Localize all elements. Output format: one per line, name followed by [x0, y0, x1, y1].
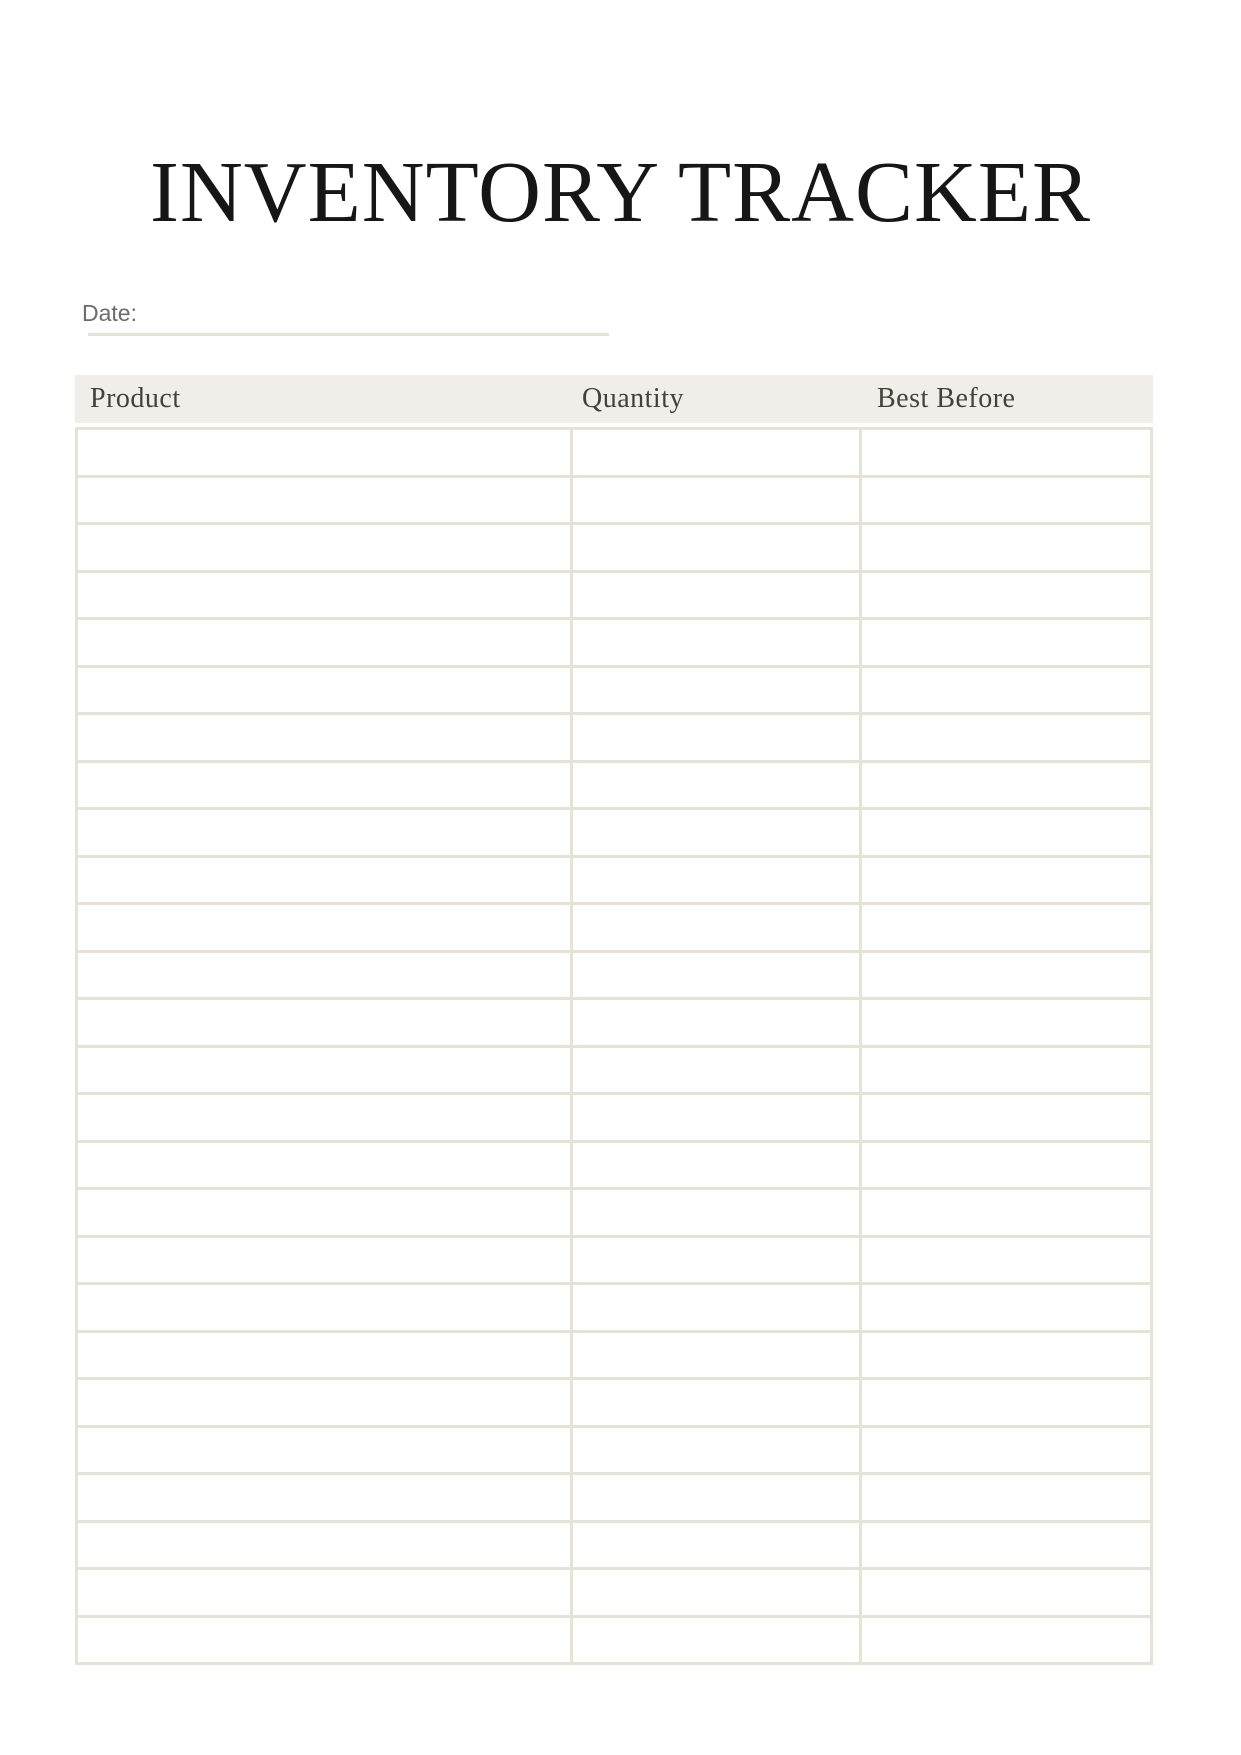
table-cell-quantity[interactable] — [573, 1380, 859, 1425]
table-cell-product[interactable] — [78, 1143, 570, 1188]
table-cell-quantity[interactable] — [573, 1048, 859, 1093]
table-cell-quantity[interactable] — [573, 858, 859, 903]
table-cell-best_before[interactable] — [862, 1333, 1150, 1378]
table-cell-product[interactable] — [78, 763, 570, 808]
table-cell-best_before[interactable] — [862, 573, 1150, 618]
table-cell-best_before[interactable] — [862, 858, 1150, 903]
table-cell-product[interactable] — [78, 478, 570, 523]
table-cell-product[interactable] — [78, 1048, 570, 1093]
column-header-quantity: Quantity — [582, 383, 684, 414]
table-cell-product[interactable] — [78, 715, 570, 760]
table-cell-product[interactable] — [78, 1570, 570, 1615]
table-cell-best_before[interactable] — [862, 1428, 1150, 1473]
table-cell-quantity[interactable] — [573, 1333, 859, 1378]
table-cell-quantity[interactable] — [573, 1143, 859, 1188]
table-cell-best_before[interactable] — [862, 1285, 1150, 1330]
table-cell-quantity[interactable] — [573, 1618, 859, 1663]
table-cell-product[interactable] — [78, 1095, 570, 1140]
table-cell-best_before[interactable] — [862, 430, 1150, 475]
table-cell-best_before[interactable] — [862, 525, 1150, 570]
column-header-best-before: Best Before — [877, 383, 1016, 414]
table-cell-best_before[interactable] — [862, 1523, 1150, 1568]
table-cell-quantity[interactable] — [573, 1238, 859, 1283]
table-body — [75, 427, 1153, 1665]
table-cell-quantity[interactable] — [573, 573, 859, 618]
table-cell-quantity[interactable] — [573, 1428, 859, 1473]
table-header-row — [75, 375, 1153, 423]
table-cell-quantity[interactable] — [573, 430, 859, 475]
table-cell-product[interactable] — [78, 1000, 570, 1045]
table-cell-product[interactable] — [78, 1428, 570, 1473]
date-input-line[interactable] — [88, 333, 609, 336]
table-cell-quantity[interactable] — [573, 905, 859, 950]
table-cell-product[interactable] — [78, 668, 570, 713]
table-cell-best_before[interactable] — [862, 953, 1150, 998]
table-cell-product[interactable] — [78, 620, 570, 665]
table-cell-quantity[interactable] — [573, 1570, 859, 1615]
table-cell-product[interactable] — [78, 1475, 570, 1520]
table-cell-best_before[interactable] — [862, 715, 1150, 760]
table-cell-product[interactable] — [78, 810, 570, 855]
table-cell-product[interactable] — [78, 1523, 570, 1568]
table-cell-product[interactable] — [78, 953, 570, 998]
table-cell-quantity[interactable] — [573, 525, 859, 570]
table-cell-best_before[interactable] — [862, 905, 1150, 950]
table-cell-product[interactable] — [78, 905, 570, 950]
table-cell-best_before[interactable] — [862, 668, 1150, 713]
table-cell-quantity[interactable] — [573, 1095, 859, 1140]
table-cell-quantity[interactable] — [573, 1000, 859, 1045]
table-cell-product[interactable] — [78, 1285, 570, 1330]
table-cell-best_before[interactable] — [862, 1380, 1150, 1425]
table-cell-best_before[interactable] — [862, 810, 1150, 855]
table-cell-quantity[interactable] — [573, 1190, 859, 1235]
table-cell-best_before[interactable] — [862, 1143, 1150, 1188]
table-cell-quantity[interactable] — [573, 478, 859, 523]
table-cell-product[interactable] — [78, 1238, 570, 1283]
table-cell-product[interactable] — [78, 1190, 570, 1235]
table-cell-best_before[interactable] — [862, 1190, 1150, 1235]
inventory-table — [75, 375, 1153, 1665]
column-header-product: Product — [90, 383, 181, 414]
table-cell-product[interactable] — [78, 858, 570, 903]
table-cell-product[interactable] — [78, 1380, 570, 1425]
table-cell-product[interactable] — [78, 573, 570, 618]
table-cell-best_before[interactable] — [862, 1570, 1150, 1615]
table-cell-best_before[interactable] — [862, 1095, 1150, 1140]
table-cell-product[interactable] — [78, 1333, 570, 1378]
table-cell-product[interactable] — [78, 430, 570, 475]
table-cell-best_before[interactable] — [862, 1048, 1150, 1093]
table-cell-product[interactable] — [78, 1618, 570, 1663]
table-cell-quantity[interactable] — [573, 953, 859, 998]
page-title: INVENTORY TRACKER — [149, 143, 1092, 241]
date-label: Date: — [82, 300, 137, 326]
table-cell-quantity[interactable] — [573, 668, 859, 713]
table-cell-quantity[interactable] — [573, 1523, 859, 1568]
table-cell-quantity[interactable] — [573, 763, 859, 808]
table-cell-quantity[interactable] — [573, 1475, 859, 1520]
table-cell-quantity[interactable] — [573, 620, 859, 665]
table-cell-best_before[interactable] — [862, 478, 1150, 523]
table-cell-best_before[interactable] — [862, 1000, 1150, 1045]
table-cell-product[interactable] — [78, 525, 570, 570]
table-cell-best_before[interactable] — [862, 1238, 1150, 1283]
table-cell-best_before[interactable] — [862, 763, 1150, 808]
table-cell-best_before[interactable] — [862, 620, 1150, 665]
table-cell-best_before[interactable] — [862, 1618, 1150, 1663]
table-cell-quantity[interactable] — [573, 810, 859, 855]
table-cell-best_before[interactable] — [862, 1475, 1150, 1520]
table-cell-quantity[interactable] — [573, 715, 859, 760]
table-cell-quantity[interactable] — [573, 1285, 859, 1330]
